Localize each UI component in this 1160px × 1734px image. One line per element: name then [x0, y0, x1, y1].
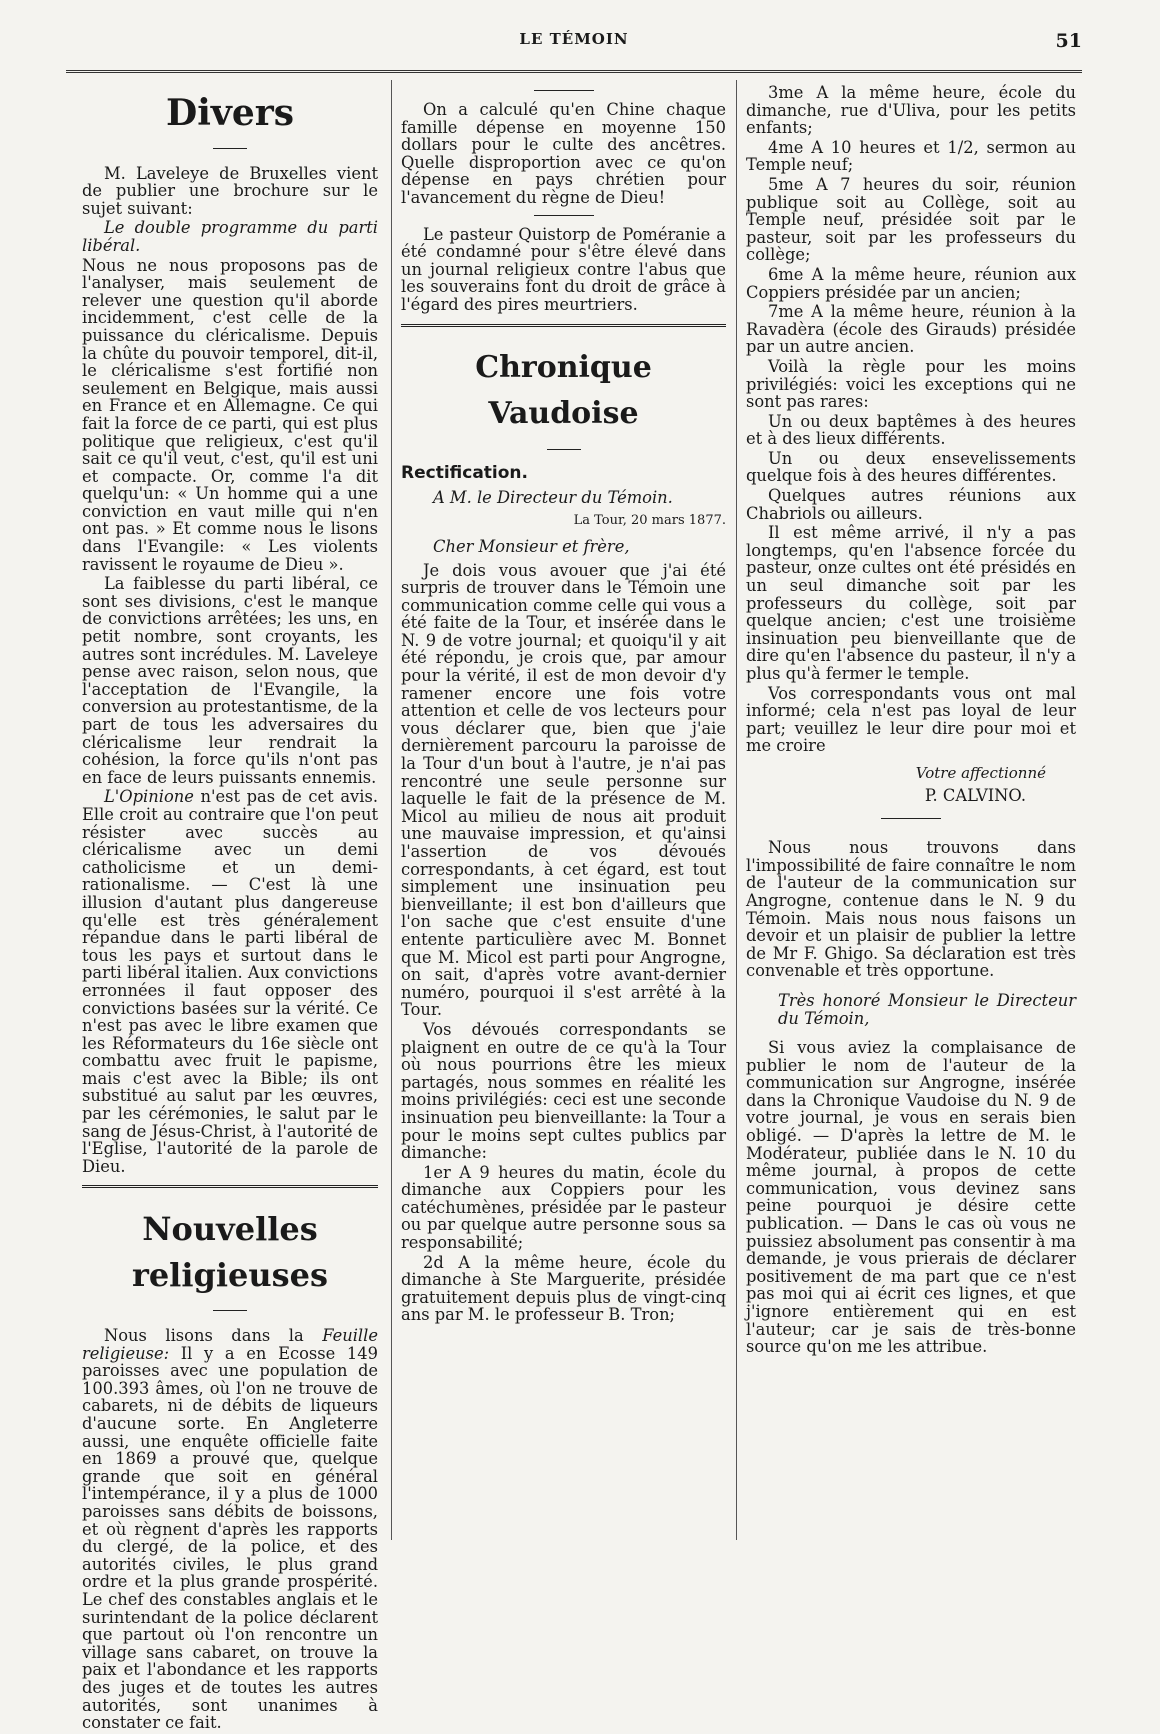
paragraph: Nous ne nous proposons pas de l'analyser, mais seulement de relever une question qu'il aborde incidemment, c'est celle de la puissance du cléricalisme. Depuis la chûte du pouvoir temporel, dit-il, le cléricalisme s'est fortifié non seulement en Belgique, mais aussi en France et en Allemagne. Ce qui fait la force de ce parti, qui est plus politique que religieux, c'est qu'il sait ce qu'il veut, c'est, qu'il est uni et compacte. Or, comme l'a dit quelqu'un: « Un homme qui a une conviction en vaut mille qui n'en ont pas. » Et comme nous le lisons dans l'Evangile: « Les violents ravissent le royaume de Dieu ». — [82, 255, 378, 574]
list-item: 3me A la même heure, école du dimanche, rue d'Uliva, pour les petits enfants; — [746, 83, 1076, 138]
page-header — [66, 26, 1082, 73]
list-item: 4me A 10 heures et 1/2, sermon au Temple neuf; — [746, 137, 1076, 175]
paragraph: M. Laveleye de Bruxelles vient de publier une brochure sur le sujet suivant: — [82, 163, 378, 218]
column-rule-left — [391, 80, 392, 1540]
section-title-nouvelles: Nouvelles religieuses — [131, 1210, 329, 1295]
column-rule-right — [736, 80, 737, 1540]
paragraph: Je dois vous avouer que j'ai été surpris de trouver dans le Témoin une communication comme celle qui vous a été faite de la Tour, et insérée dans le N. 9 de votre journal; et quoiqu'il y ait été répondu, je crois que, par amour pour la vérité, il est de mon devoir d'y ramener encore une fois votre attention et celle de vos lecteurs pour vous déclarer que, bien que j'aie dernièrement parcouru la paroisse de la Tour d'un bout à l'autre, je n'ai pas rencontré une seule personne sur laquelle le fait de la présence de M. Micol au milieu de nous ait produit une mauvaise impression, et qu'ainsi l'assertion de vos dévoués correspondants, à cet égard, est tout simplement une insinuation peu bienveillante; il est bon d'ailleurs que l'on sache que c'est ensuite d'une entente particulière avec M. Bonnet que M. Micol est parti pour Angrogne, on sait, d'après votre avant-dernier numéro, pourquoi il s'est arrêté à la Tour. — [401, 560, 726, 1020]
paragraph: Il est même arrivé, il n'y a pas longtemps, qu'en l'absence forcée du pasteur, onze cultes ont été présidés en un seul dimanche soit par les professeurs du collège, soit par quelque ancien; c'est une troisième insinuation peu bienveillante que de dire qu'en l'absence du pasteur, il n'y a plus qu'à fermer le temple. — [746, 523, 1076, 683]
source-name: Feuille religieuse: — [82, 1326, 378, 1363]
paragraph: On a calculé qu'en Chine chaque famille dépense en moyenne 150 dollars pour le culte des ancêtres. Quelle disproportion avec ce qu'on dépense en pays chrétien pour l'avancement du règne de Dieu! — [401, 100, 726, 207]
address-line: A M. le Directeur du Témoin. — [433, 487, 673, 507]
list-item: Un ou deux baptêmes à des heures et à des lieux différents. — [746, 411, 1076, 449]
separator — [82, 140, 378, 159]
paragraph: Voilà la règle pour les moins privilégiés: voici les exceptions qui ne sont pas rares: — [746, 356, 1076, 412]
separator — [534, 215, 594, 216]
section-title-chronique: Chronique Vaudoise — [475, 349, 652, 431]
signature: P. CALVINO. — [924, 785, 1026, 805]
paragraph: Vos correspondants vous ont mal informé; cela n'est pas loyal de leur part; veuillez le leur dire pour moi et me croire — [746, 683, 1076, 756]
newspaper-name: L'Opinione — [104, 787, 194, 807]
running-title: LE TÉMOIN — [519, 30, 629, 48]
subheading: Rectification. — [401, 463, 528, 484]
brochure-title: Le double programme du parti libéral. — [82, 218, 378, 255]
paragraph: Vos dévoués correspondants se plaignent en outre de ce qu'à la Tour où nous pourrions être les mieux partagés, nous sommes en réalité les moins privilégiés: ceci est une seconde insinuation peu bienveillante: la Tour a pour le moins sept cultes publics par dimanche: — [401, 1019, 726, 1163]
list-item: 2d A la même heure, école du dimanche à Ste Marguerite, présidée gratuitement depuis plus de vingt-cinq ans par M. le professeur B. Tron; — [401, 1252, 726, 1325]
page-number: 51 — [1055, 30, 1082, 52]
column-3 — [746, 84, 1076, 1358]
separator — [534, 90, 594, 91]
paragraph: Nous nous trouvons dans l'impossibilité de faire connaître le nom de l'auteur de la communication sur Angrogne, contenue dans le N. 9 du Témoin. Mais nous nous faisons un devoir et un plaisir de publier la lettre de Mr F. Ghigo. Sa déclaration est très convenable et très opportune. — [746, 838, 1076, 981]
separator — [881, 818, 941, 819]
dateline: La Tour, 20 mars 1877. — [573, 513, 726, 529]
paragraph: Le pasteur Quistorp de Poméranie a été condamné pour s'être élevé dans un journal religieux contre l'abus que les souverains font du droit de grâce à l'égard des pires meurtriers. — [401, 224, 726, 314]
column-2 — [401, 84, 726, 1326]
paragraph: Si vous aviez la complaisance de publier le nom de l'auteur de la communication sur Angrogne, insérée dans la Chronique Vaudoise du N. 9 de votre journal, je vous en serais bien obligé. — D'après la lettre de M. le Modérateur, publiée dans le N. 10 du même journal, à propos de cette communication, vous devinez sans peine pourquoi je désire cette publication. — Dans le cas où vous ne puissiez absolument pas consentir à ma demande, je vous prierais de déclarer positivement de ma part que ce n'est pas moi qui ai écrit ces lignes, et que j'ignore entièrement qui en est l'auteur; car je sais de très-bonne source qu'on me les attribue. — [746, 1038, 1076, 1357]
paragraph — [82, 1327, 378, 1732]
section-rule — [82, 1185, 378, 1188]
paragraph-text: n'est pas de cet avis. Elle croit au contraire que l'on peut résister avec succès au cléricalisme avec un demi catholicisme et un demi-rationalisme. — C'est là une illusion d'autant plus dangereuse qu'elle est très généralement répandue dans le parti libéral de tous les pays et surtout dans le parti libéral italien. Aux convictions erronnées il faut opposer des convictions basées sur la vérité. Ce n'est pas avec le libre examen que les Réformateurs du 16e siècle ont combattu avec fruit le papisme, mais c'est avec la Bible; ils ont substitué au salut par les œuvres, par les cérémonies, le salut par le sang de Jésus-Christ, à l'autorité de l'Eglise, l'autorité de la parole de Dieu. — [82, 787, 378, 1176]
section-rule — [401, 324, 726, 327]
list-item: 5me A 7 heures du soir, réunion publique soit au Collège, soit au Temple neuf, présidée soit par le pasteur, soit par les professeurs du collège; — [746, 174, 1076, 265]
closing: Votre affectionné — [915, 763, 1046, 782]
separator — [401, 441, 726, 460]
list-item: Un ou deux ensevelissements quelque fois à des heures différentes. — [746, 448, 1076, 486]
list-item: Quelques autres réunions aux Chabriols ou ailleurs. — [746, 486, 1076, 523]
paragraph: La faiblesse du parti libéral, ce sont ses divisions, c'est le manque de convictions arrêtées; les uns, en petit nombre, sont croyants, les autres sont incrédules. M. Laveleye pense avec raison, selon nous, que l'acceptation de l'Evangile, la conversion au protestantisme, de la part de tous les adversaires du cléricalisme leur rendrait la cohésion, la force qu'ils n'ont pas en face de leurs puissants ennemis. — [82, 574, 378, 787]
list-item: 7me A la même heure, réunion à la Ravadèra (école des Girauds) présidée par un autre ancien. — [746, 302, 1076, 357]
list-item: 1er A 9 heures du matin, école du dimanche aux Coppiers pour les catéchumènes, présidée par le pasteur ou par quelque autre personne sous sa responsabilité; — [401, 1162, 726, 1253]
list-item: 6me A la même heure, réunion aux Coppiers présidée par un ancien; — [746, 264, 1076, 302]
salutation: Cher Monsieur et frère, — [433, 536, 630, 556]
section-title-divers: Divers — [166, 92, 294, 134]
paragraph — [82, 788, 378, 1175]
paragraph-text: Il y a en Ecosse 149 paroisses avec une population de 100.393 âmes, où l'on ne trouve de cabarets, ni de débits de liqueurs d'aucune sorte. En Angleterre aussi, une enquête officielle faite en 1869 a prouvé que, quelque grande que soit en général l'intempérance, il y a plus de 1000 paroisses sans débits de boissons, et où règnent d'après les rapports du clergé, de la police, et des autorités civiles, le plus grand ordre et la plus grande prospérité. Le chef des constables anglais et le surintendant de la police déclarent que partout où l'on rencontre un village sans cabaret, on trouve la paix et l'abondance et les rapports des juges et de toutes les autres autorités, sont unanimes à constater ce fait. — [82, 1343, 378, 1733]
paragraph-text: Nous lisons dans la — [104, 1326, 323, 1346]
column-1 — [82, 84, 378, 1734]
salutation: Très honoré Monsieur le Directeur du Témoin, — [778, 990, 1076, 1028]
separator — [82, 1302, 378, 1321]
